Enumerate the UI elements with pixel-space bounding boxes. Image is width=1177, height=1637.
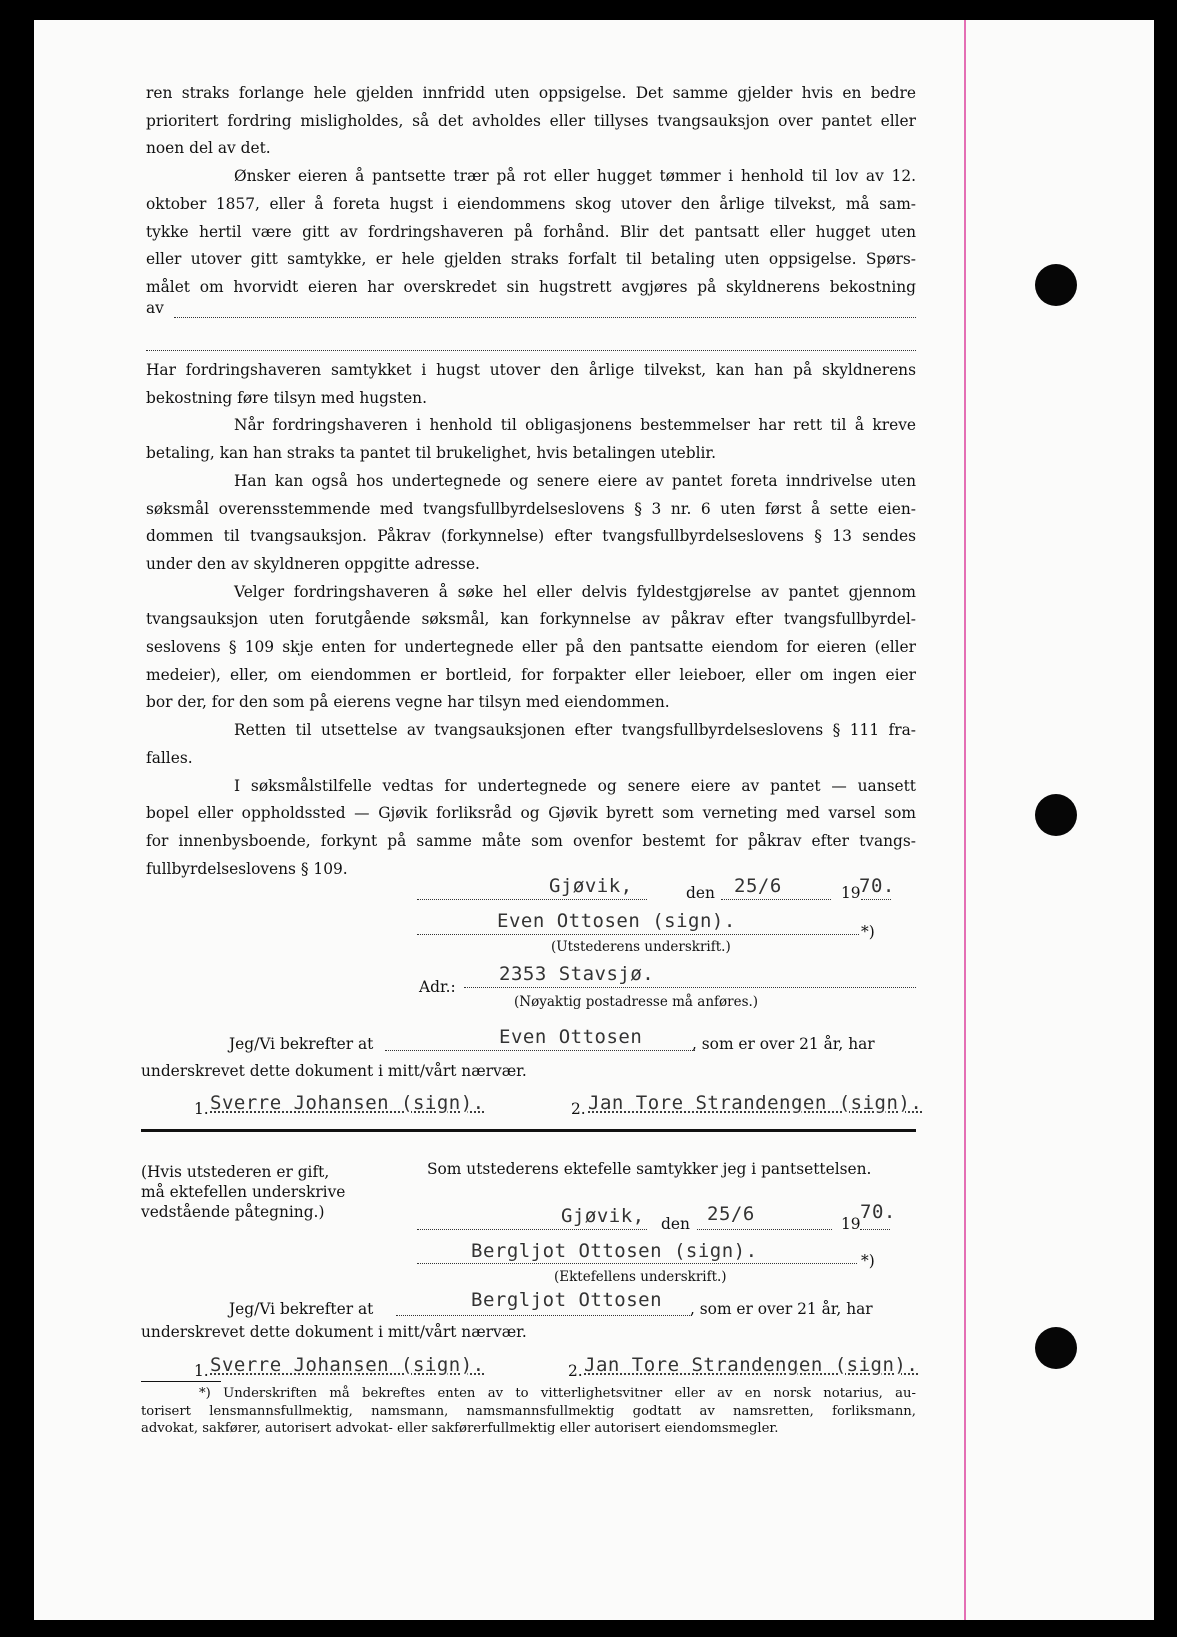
- text-line: seslovens § 109 skje enten for undertegnede eller på den pantsatte eiendom for eieren (eller: [146, 638, 916, 657]
- text-line: Når fordringshaveren i henhold til obligasjonens bestemmelser har rett til å kreve: [234, 416, 916, 435]
- place-line: [417, 1229, 647, 1230]
- text-line: ren straks forlange hele gjelden innfridd uten oppsigelse. Det samme gjelder hvis en bedre: [146, 84, 916, 102]
- text-line: fullbyrdelseslovens § 109.: [146, 859, 348, 878]
- text-line: I søksmålstilfelle vedtas for undertegnede og senere eiere av pantet — uansett: [234, 776, 916, 795]
- confirm-line2: underskrevet dette dokument i mitt/vårt nærvær.: [141, 1062, 527, 1080]
- spouse-year: 70.: [860, 1201, 896, 1223]
- signature-caption: (Ektefellens underskrift.): [554, 1269, 727, 1285]
- year-prefix: 19: [841, 884, 861, 902]
- note-line: (Hvis utstederen er gift,: [141, 1163, 330, 1181]
- text-line: Ønsker eieren å pantsette trær på rot eller hugget tømmer i henhold til lov av 12.: [234, 167, 916, 186]
- address-line: [464, 987, 916, 988]
- signature-line: [417, 934, 859, 935]
- text-line: Velger fordringshaveren å søke hel eller delvis fyldestgjørelse av pantet gjennom: [234, 582, 916, 601]
- confirm-suffix: , som er over 21 år, har: [692, 1035, 875, 1053]
- address-caption: (Nøyaktig postadresse må anføres.): [514, 994, 759, 1010]
- text-line: medeier), eller, om eiendommen er bortleid, for forpakter eller leieboer, eller om ingen eier: [146, 665, 916, 684]
- witness2-signature: Jan Tore Strandengen (sign).: [588, 1092, 923, 1114]
- paragraph-top: [146, 80, 916, 302]
- punch-hole: [1035, 264, 1077, 306]
- text-line: falles.: [146, 748, 193, 767]
- text-line: tvangsauksjon uten forutgående søksmål, kan forkynnelse av påkrav efter tvangsfullbyrdel-: [146, 610, 916, 629]
- issuer-signature: Even Ottosen (sign).: [497, 910, 736, 932]
- confirm-line: [385, 1050, 695, 1051]
- witness1-signature: Sverre Johansen (sign).: [210, 1092, 485, 1114]
- text-line: Han kan også hos undertegnede og senere eiere av pantet foreta inndrivelse uten: [234, 471, 916, 490]
- den-label: den: [661, 1215, 690, 1233]
- year-value: 70.: [859, 875, 895, 897]
- witness1-number: 1.: [194, 1362, 209, 1380]
- note-line: må ektefellen underskrive: [141, 1183, 346, 1201]
- section-divider: [141, 1129, 916, 1132]
- year-line: [860, 1229, 890, 1230]
- confirm-prefix: Jeg/Vi bekrefter at: [229, 1300, 374, 1318]
- spouse-note: [141, 1162, 345, 1222]
- confirm-name: Even Ottosen: [499, 1026, 643, 1048]
- paragraph-main: [146, 357, 916, 883]
- text-line: Har fordringshaveren samtykket i hugst utover den årlige tilvekst, kan han på skyldnerens: [146, 361, 916, 379]
- spouse-place: Gjøvik,: [561, 1205, 645, 1227]
- address-value: 2353 Stavsjø.: [499, 963, 655, 985]
- witness2-number: 2.: [571, 1100, 586, 1118]
- text-line: oktober 1857, eller å foreta hugst i eiendommens skog utover den årlige tilvekst, må sam-: [146, 194, 916, 213]
- text-line: under den av skyldneren oppgitte adresse.: [146, 554, 480, 573]
- text-line: eller utover gitt samtykke, er hele gjelden straks forfalt til betaling uten oppsigelse. Spørs-: [146, 250, 916, 269]
- asterisk-note: *): [861, 1252, 875, 1270]
- punch-hole: [1035, 794, 1077, 836]
- place-value: Gjøvik,: [549, 875, 633, 897]
- signature-caption: (Utstederens underskrift.): [551, 939, 731, 955]
- note-line: vedstående påtegning.): [141, 1203, 325, 1221]
- confirm-line2: underskrevet dette dokument i mitt/vårt nærvær.: [141, 1323, 527, 1341]
- year-prefix: 19: [841, 1215, 861, 1233]
- margin-line: [964, 20, 966, 1620]
- date-value: 25/6: [734, 875, 782, 897]
- den-label: den: [686, 884, 715, 902]
- text-line: for innenbysboende, forkynt på samme måte som ovenfor bestemt for påkrav efter tvangs-: [146, 831, 916, 850]
- spouse-witness2: Jan Tore Strandengen (sign).: [584, 1354, 919, 1376]
- date-line: [721, 899, 831, 900]
- text-line: noen del av det.: [146, 139, 271, 158]
- text-line: søksmål overensstemmende med tvangsfullbyrdelseslovens § 3 nr. 6 uten først å sette eien-: [146, 499, 916, 518]
- footnote-rule: [141, 1381, 221, 1382]
- spouse-consent: Som utstederens ektefelle samtykker jeg i pantsettelsen.: [427, 1160, 872, 1178]
- spouse-confirm-name: Bergljot Ottosen: [471, 1289, 663, 1311]
- text-line: prioritert fordring misligholdes, så det avholdes eller tillyses tvangsauksjon over pantet eller: [146, 111, 916, 130]
- text-line: bor der, for den som på eierens vegne har tilsyn med eiendommen.: [146, 693, 670, 712]
- footnote-line: advokat, sakfører, autorisert advokat- eller sakførerfullmektig eller autorisert eiendomsmegler.: [141, 1421, 779, 1436]
- punch-hole: [1035, 1327, 1077, 1369]
- signature-line: [417, 1263, 857, 1264]
- footnote-line: torisert lensmannsfullmektig, namsmann, namsmannsfullmektig godtatt av namsretten, forliksmann,: [141, 1403, 916, 1419]
- footnote: [141, 1385, 916, 1438]
- witness1-number: 1.: [194, 1100, 209, 1118]
- av-label: av: [146, 299, 164, 317]
- text-line: tykke hertil være gitt av fordringshaveren på forhånd. Blir det pantsatt eller hugget uten: [146, 222, 916, 241]
- text-line: Retten til utsettelse av tvangsauksjonen efter tvangsfullbyrdelseslovens § 111 fra-: [234, 721, 916, 740]
- text-line: betaling, kan han straks ta pantet til brukelighet, hvis betalingen uteblir.: [146, 444, 716, 463]
- confirm-line: [396, 1315, 692, 1316]
- document-page: [34, 20, 1154, 1620]
- blank-line: [146, 350, 916, 351]
- confirm-prefix: Jeg/Vi bekrefter at: [229, 1035, 374, 1053]
- text-line: bekostning føre tilsyn med hugsten.: [146, 388, 427, 407]
- spouse-witness1: Sverre Johansen (sign).: [210, 1354, 485, 1376]
- text-line: målet om hvorvidt eieren har overskredet sin hugstrett avgjøres på skyldnerens bekostning: [146, 277, 916, 296]
- spouse-signature: Bergljot Ottosen (sign).: [471, 1240, 758, 1262]
- spouse-date: 25/6: [707, 1203, 755, 1225]
- footnote-line: *) Underskriften må bekreftes enten av to vitterlighetsvitner eller av en norsk notarius, au-: [199, 1386, 916, 1401]
- witness2-number: 2.: [568, 1362, 583, 1380]
- place-line: [417, 899, 647, 900]
- year-line: [861, 899, 891, 900]
- text-line: bopel eller oppholdssted — Gjøvik forliksråd og Gjøvik byrett som verneting med varsel som: [146, 804, 916, 823]
- blank-line: [174, 317, 916, 318]
- asterisk-note: *): [861, 923, 875, 941]
- confirm-suffix: , som er over 21 år, har: [690, 1300, 873, 1318]
- address-label: Adr.:: [419, 978, 456, 996]
- date-line: [697, 1229, 832, 1230]
- text-line: dommen til tvangsauksjon. Påkrav (forkynnelse) efter tvangsfullbyrdelseslovens § 13 sendes: [146, 527, 916, 546]
